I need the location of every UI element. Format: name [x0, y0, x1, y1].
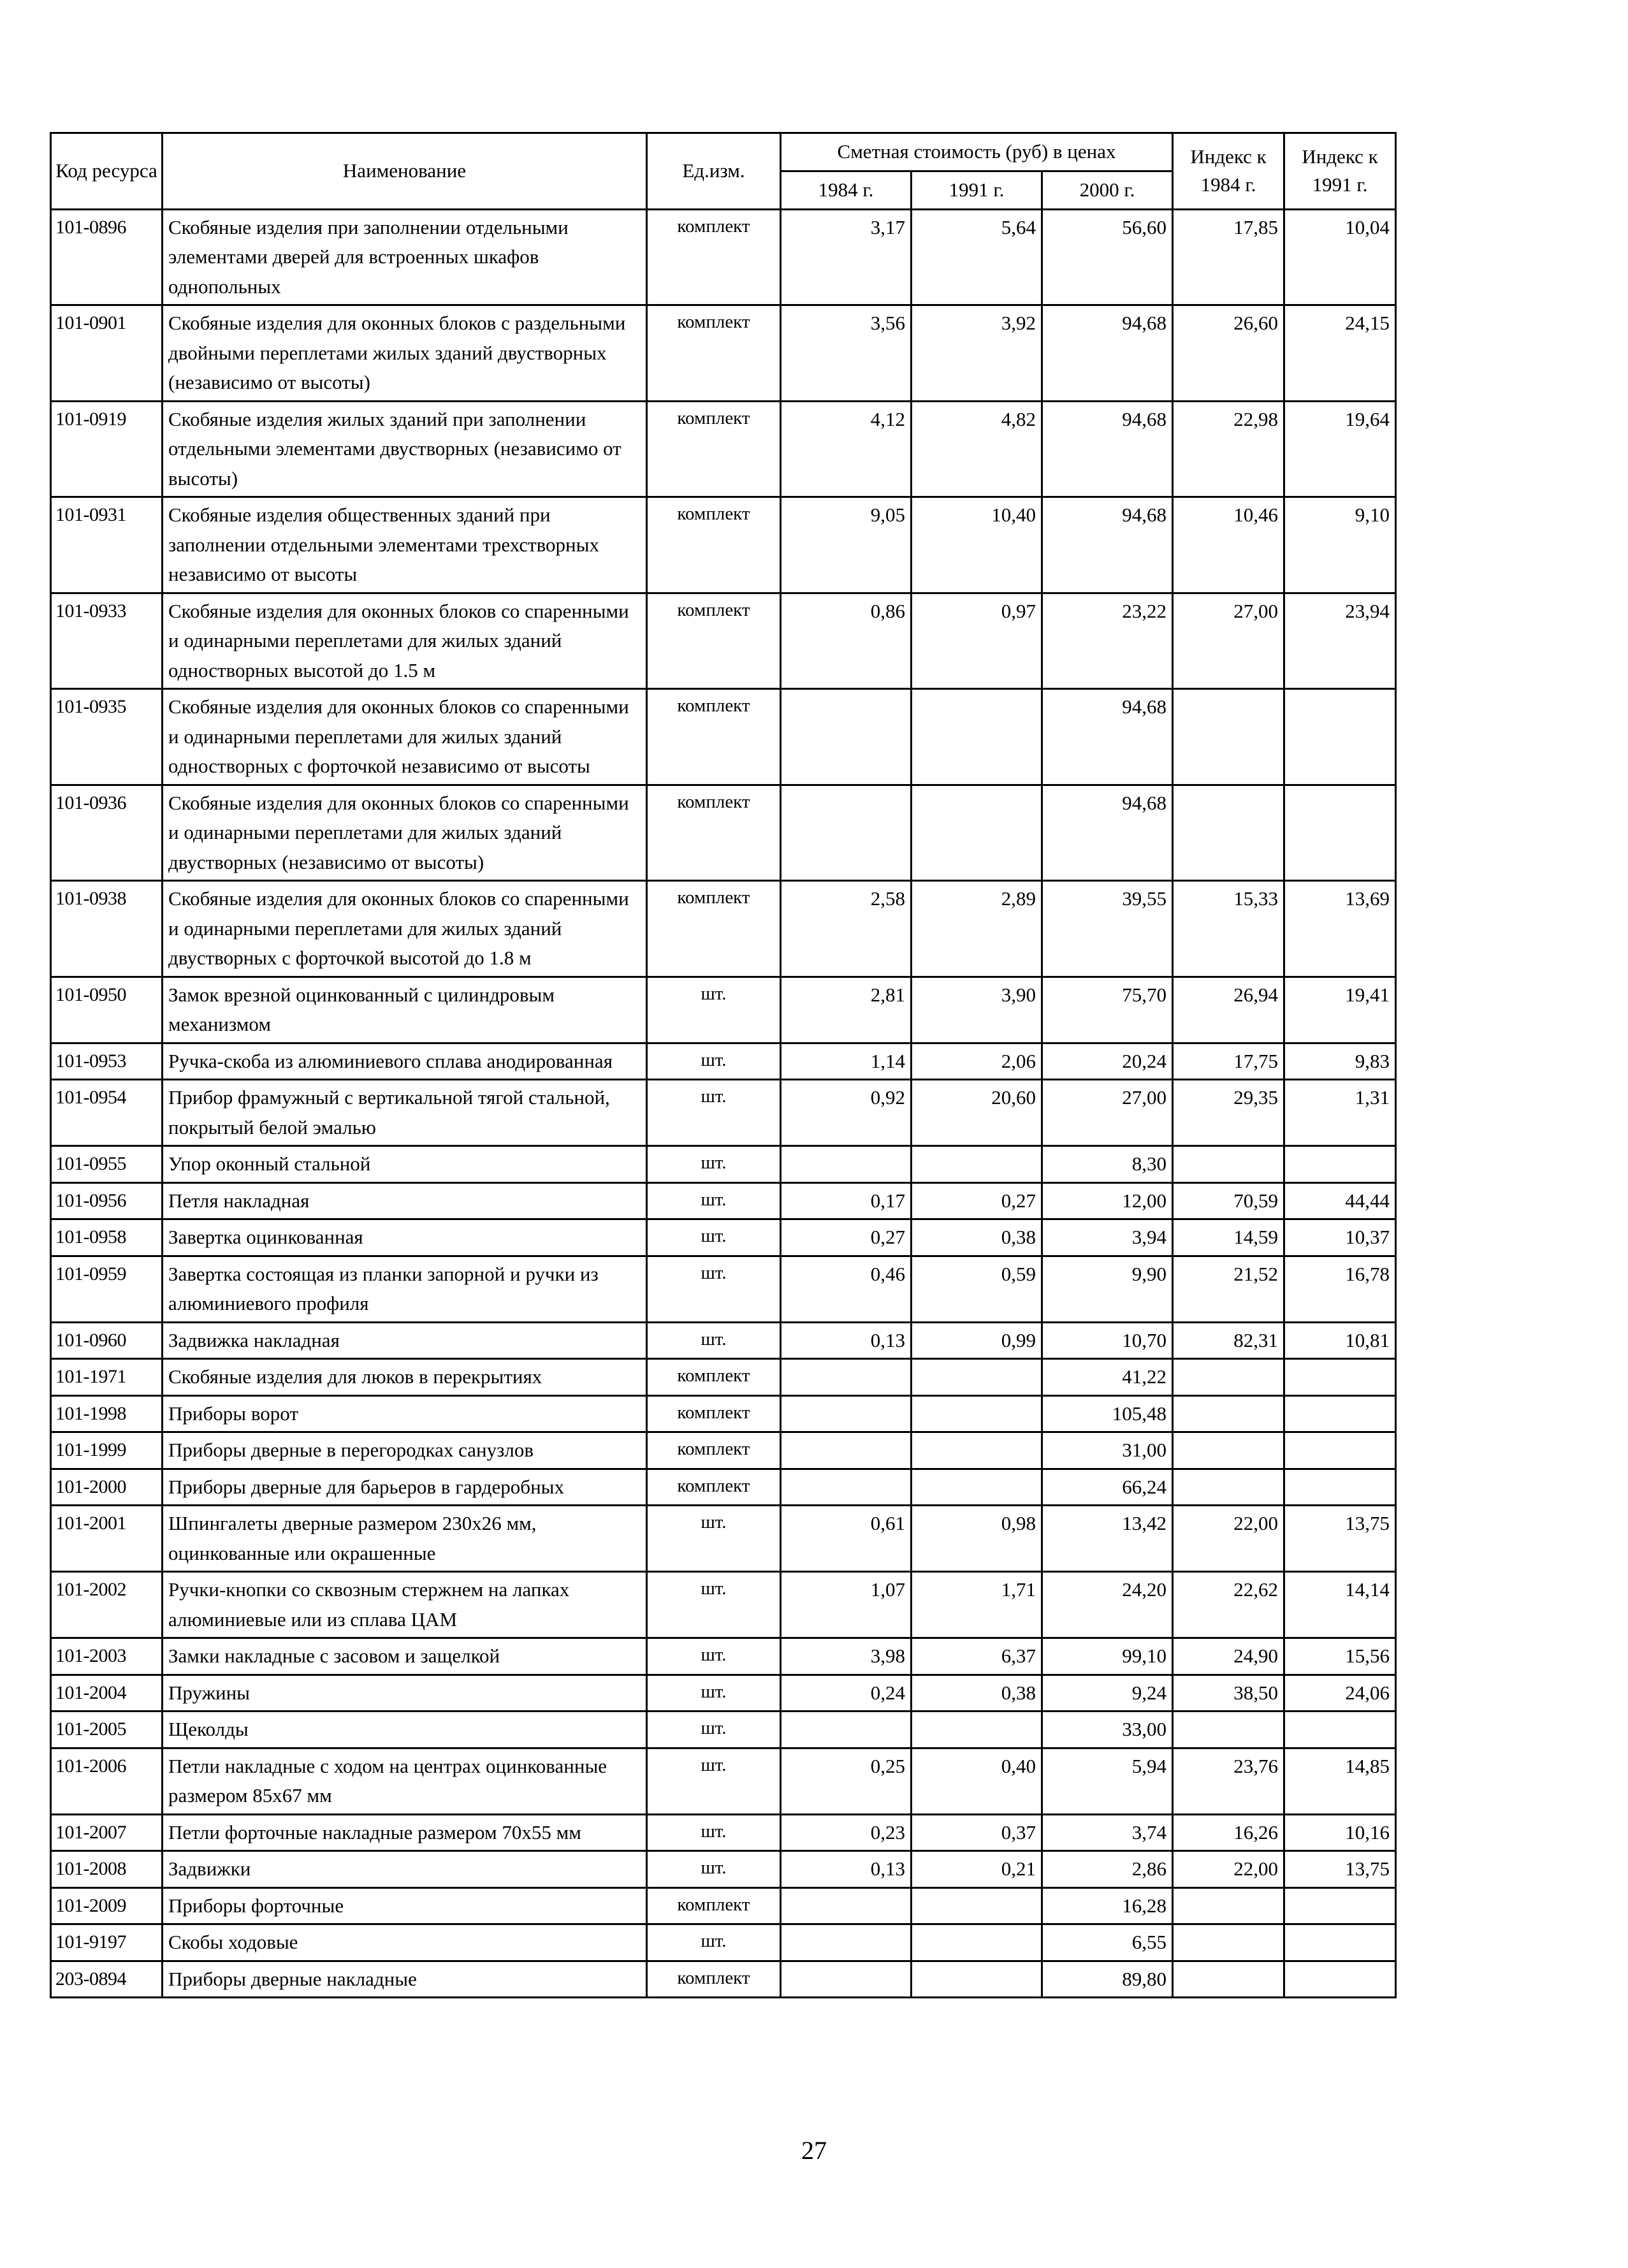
price-2000: 66,24: [1042, 1469, 1173, 1506]
index-1984: [1173, 1395, 1284, 1432]
price-2000: 23,22: [1042, 593, 1173, 689]
table-row: [51, 1219, 1396, 1256]
price-1984: 1,07: [781, 1572, 912, 1638]
price-1984: [781, 1887, 912, 1924]
index-1991: 9,83: [1284, 1043, 1396, 1080]
price-1991: [912, 1924, 1042, 1961]
resource-name: Петли накладные с ходом на центрах оцинкованные размером 85х67 мм: [163, 1748, 647, 1814]
price-1991: 2,06: [912, 1043, 1042, 1080]
table-row: [51, 209, 1396, 305]
resource-code: 101-0955: [51, 1146, 163, 1183]
price-1984: 0,86: [781, 593, 912, 689]
resource-code: 101-2008: [51, 1851, 163, 1888]
price-1991: 0,40: [912, 1748, 1042, 1814]
resource-code: 101-0936: [51, 785, 163, 881]
price-1984: [781, 1432, 912, 1469]
unit-of-measure: шт.: [647, 1924, 781, 1961]
table-row: [51, 785, 1396, 881]
resource-code: 101-2007: [51, 1814, 163, 1851]
resource-code: 101-2009: [51, 1887, 163, 1924]
table-row: [51, 1322, 1396, 1359]
table-row: [51, 1572, 1396, 1638]
table-row: [51, 497, 1396, 593]
resource-name: Скобяные изделия для оконных блоков со спаренными и одинарными переплетами для жилых зданий одностворных с форточкой независимо от высоты: [163, 689, 647, 785]
resource-code: 101-0956: [51, 1182, 163, 1219]
index-1984: 23,76: [1173, 1748, 1284, 1814]
table-row: [51, 1395, 1396, 1432]
header-code: Код ресурса: [51, 133, 163, 210]
price-1984: 0,17: [781, 1182, 912, 1219]
resource-code: 101-1998: [51, 1395, 163, 1432]
resource-name: Скобяные изделия для оконных блоков с раздельными двойными переплетами жилых зданий двустворных (независимо от высоты): [163, 305, 647, 402]
resource-name: Замок врезной оцинкованный с цилиндровым механизмом: [163, 977, 647, 1043]
header-year-1984: 1984 г.: [781, 171, 912, 209]
resource-name: Скобяные изделия для люков в перекрытиях: [163, 1359, 647, 1396]
price-1991: 10,40: [912, 497, 1042, 593]
index-1984: [1173, 689, 1284, 785]
unit-of-measure: комплект: [647, 881, 781, 977]
resource-code: 101-0919: [51, 401, 163, 497]
price-2000: 3,74: [1042, 1814, 1173, 1851]
unit-of-measure: комплект: [647, 1961, 781, 1998]
resource-code: 101-2000: [51, 1469, 163, 1506]
index-1991: 16,78: [1284, 1256, 1396, 1322]
index-1984: [1173, 1359, 1284, 1396]
unit-of-measure: комплект: [647, 497, 781, 593]
resource-code: 101-2002: [51, 1572, 163, 1638]
price-1984: 0,24: [781, 1675, 912, 1712]
index-1991: 19,41: [1284, 977, 1396, 1043]
header-unit: Ед.изм.: [647, 133, 781, 210]
price-1991: 0,59: [912, 1256, 1042, 1322]
price-1984: 0,46: [781, 1256, 912, 1322]
index-1984: 38,50: [1173, 1675, 1284, 1712]
index-1984: [1173, 1469, 1284, 1506]
price-1984: 0,61: [781, 1506, 912, 1572]
resource-name: Скобяные изделия для оконных блоков со спаренными и одинарными переплетами для жилых зданий двустворных с форточкой высотой до 1.8 м: [163, 881, 647, 977]
price-1984: [781, 1712, 912, 1748]
unit-of-measure: шт.: [647, 1712, 781, 1748]
resource-name: Задвижка накладная: [163, 1322, 647, 1359]
resource-name: Ручка-скоба из алюминиевого сплава анодированная: [163, 1043, 647, 1080]
resource-code: 101-0933: [51, 593, 163, 689]
index-1984: [1173, 1961, 1284, 1998]
table-row: [51, 1432, 1396, 1469]
table-row: [51, 1506, 1396, 1572]
resource-name: Приборы форточные: [163, 1887, 647, 1924]
table-row: [51, 1961, 1396, 1998]
price-2000: 89,80: [1042, 1961, 1173, 1998]
price-1984: 0,27: [781, 1219, 912, 1256]
index-1991: 1,31: [1284, 1080, 1396, 1146]
index-1991: 14,85: [1284, 1748, 1396, 1814]
price-1984: 0,13: [781, 1322, 912, 1359]
resource-name: Задвижки: [163, 1851, 647, 1888]
index-1984: 70,59: [1173, 1182, 1284, 1219]
price-1991: 0,27: [912, 1182, 1042, 1219]
resource-name: Щеколды: [163, 1712, 647, 1748]
index-1991: 10,37: [1284, 1219, 1396, 1256]
unit-of-measure: шт.: [647, 1182, 781, 1219]
table-row: [51, 1748, 1396, 1814]
price-2000: 75,70: [1042, 977, 1173, 1043]
unit-of-measure: комплект: [647, 1469, 781, 1506]
price-1991: 3,90: [912, 977, 1042, 1043]
resource-code: 101-0953: [51, 1043, 163, 1080]
index-1991: [1284, 785, 1396, 881]
index-1991: 13,69: [1284, 881, 1396, 977]
price-1984: 0,23: [781, 1814, 912, 1851]
unit-of-measure: шт.: [647, 1814, 781, 1851]
unit-of-measure: комплект: [647, 689, 781, 785]
price-1991: [912, 1395, 1042, 1432]
index-1991: [1284, 1432, 1396, 1469]
index-1984: 22,00: [1173, 1851, 1284, 1888]
price-1991: 6,37: [912, 1638, 1042, 1675]
index-1991: 19,64: [1284, 401, 1396, 497]
index-1984: 22,00: [1173, 1506, 1284, 1572]
price-1991: 0,37: [912, 1814, 1042, 1851]
header-name: Наименование: [163, 133, 647, 210]
resource-name: Скобяные изделия для оконных блоков со спаренными и одинарными переплетами для жилых зданий двустворных (независимо от высоты): [163, 785, 647, 881]
price-1984: [781, 1924, 912, 1961]
resource-code: 101-9197: [51, 1924, 163, 1961]
resource-code: 101-0935: [51, 689, 163, 785]
price-1984: 0,92: [781, 1080, 912, 1146]
unit-of-measure: шт.: [647, 1506, 781, 1572]
table-row: [51, 689, 1396, 785]
price-1991: [912, 1887, 1042, 1924]
price-2000: 27,00: [1042, 1080, 1173, 1146]
resource-name: Приборы ворот: [163, 1395, 647, 1432]
index-1991: 9,10: [1284, 497, 1396, 593]
resource-name: Упор оконный стальной: [163, 1146, 647, 1183]
price-1991: 0,99: [912, 1322, 1042, 1359]
price-2000: 2,86: [1042, 1851, 1173, 1888]
price-1984: [781, 1395, 912, 1432]
index-1984: 14,59: [1173, 1219, 1284, 1256]
price-1991: 1,71: [912, 1572, 1042, 1638]
table-row: [51, 1146, 1396, 1183]
index-1991: [1284, 1961, 1396, 1998]
price-2000: 41,22: [1042, 1359, 1173, 1396]
price-1984: [781, 1961, 912, 1998]
price-1991: 0,38: [912, 1219, 1042, 1256]
resource-code: 101-2004: [51, 1675, 163, 1712]
index-1984: 29,35: [1173, 1080, 1284, 1146]
resource-name: Скобяные изделия при заполнении отдельными элементами дверей для встроенных шкафов однопольных: [163, 209, 647, 305]
price-1984: [781, 785, 912, 881]
index-1991: 14,14: [1284, 1572, 1396, 1638]
price-2000: 20,24: [1042, 1043, 1173, 1080]
unit-of-measure: шт.: [647, 1322, 781, 1359]
unit-of-measure: шт.: [647, 1851, 781, 1888]
price-1984: 0,13: [781, 1851, 912, 1888]
price-2000: 94,68: [1042, 305, 1173, 402]
index-1991: [1284, 689, 1396, 785]
resource-name: Прибор фрамужный с вертикальной тягой стальной, покрытый белой эмалью: [163, 1080, 647, 1146]
price-2000: 5,94: [1042, 1748, 1173, 1814]
table-row: [51, 401, 1396, 497]
header-cost-group: Сметная стоимость (руб) в ценах: [781, 133, 1173, 171]
price-2000: 6,55: [1042, 1924, 1173, 1961]
header-year-2000: 2000 г.: [1042, 171, 1173, 209]
price-1984: [781, 1359, 912, 1396]
unit-of-measure: шт.: [647, 1219, 781, 1256]
index-1991: 44,44: [1284, 1182, 1396, 1219]
price-1984: 1,14: [781, 1043, 912, 1080]
index-1984: [1173, 1432, 1284, 1469]
price-2000: 39,55: [1042, 881, 1173, 977]
table-body: [51, 209, 1396, 1998]
header-index-1984: Индекс к 1984 г.: [1173, 133, 1284, 210]
resource-name: Петля накладная: [163, 1182, 647, 1219]
price-1991: [912, 1432, 1042, 1469]
unit-of-measure: шт.: [647, 1080, 781, 1146]
price-1984: 2,81: [781, 977, 912, 1043]
unit-of-measure: комплект: [647, 209, 781, 305]
index-1984: [1173, 1146, 1284, 1183]
resource-code: 101-1971: [51, 1359, 163, 1396]
index-1984: 26,94: [1173, 977, 1284, 1043]
index-1991: 24,15: [1284, 305, 1396, 402]
resource-code: 101-1999: [51, 1432, 163, 1469]
table-row: [51, 1043, 1396, 1080]
price-1984: 4,12: [781, 401, 912, 497]
index-1991: [1284, 1469, 1396, 1506]
resource-name: Скобы ходовые: [163, 1924, 647, 1961]
price-1984: [781, 1146, 912, 1183]
price-2000: 16,28: [1042, 1887, 1173, 1924]
resource-code: 101-0931: [51, 497, 163, 593]
resource-name: Завертка оцинкованная: [163, 1219, 647, 1256]
table-row: [51, 1080, 1396, 1146]
unit-of-measure: комплект: [647, 1359, 781, 1396]
resource-name: Скобяные изделия общественных зданий при заполнении отдельными элементами трехстворных независимо от высоты: [163, 497, 647, 593]
price-1991: 0,21: [912, 1851, 1042, 1888]
index-1984: 26,60: [1173, 305, 1284, 402]
index-1984: [1173, 1887, 1284, 1924]
price-2000: 31,00: [1042, 1432, 1173, 1469]
unit-of-measure: шт.: [647, 1675, 781, 1712]
table-row: [51, 881, 1396, 977]
price-2000: 10,70: [1042, 1322, 1173, 1359]
price-1991: 3,92: [912, 305, 1042, 402]
index-1991: [1284, 1395, 1396, 1432]
index-1984: 24,90: [1173, 1638, 1284, 1675]
price-1991: [912, 1712, 1042, 1748]
price-2000: 24,20: [1042, 1572, 1173, 1638]
index-1984: 17,85: [1173, 209, 1284, 305]
table-row: [51, 1851, 1396, 1888]
unit-of-measure: шт.: [647, 977, 781, 1043]
index-1984: [1173, 785, 1284, 881]
table-row: [51, 1814, 1396, 1851]
resource-name: Завертка состоящая из планки запорной и ручки из алюминиевого профиля: [163, 1256, 647, 1322]
resource-name: Пружины: [163, 1675, 647, 1712]
price-2000: 33,00: [1042, 1712, 1173, 1748]
unit-of-measure: шт.: [647, 1638, 781, 1675]
resource-code: 101-0896: [51, 209, 163, 305]
price-2000: 13,42: [1042, 1506, 1173, 1572]
index-1991: [1284, 1924, 1396, 1961]
price-1991: 2,89: [912, 881, 1042, 977]
table-row: [51, 1256, 1396, 1322]
price-1991: 20,60: [912, 1080, 1042, 1146]
header-index-1991: Индекс к 1991 г.: [1284, 133, 1396, 210]
price-2000: 8,30: [1042, 1146, 1173, 1183]
price-2000: 3,94: [1042, 1219, 1173, 1256]
table-header: [51, 133, 1396, 210]
price-1984: 9,05: [781, 497, 912, 593]
index-1991: 24,06: [1284, 1675, 1396, 1712]
unit-of-measure: комплект: [647, 1887, 781, 1924]
price-2000: 9,90: [1042, 1256, 1173, 1322]
table-row: [51, 1924, 1396, 1961]
unit-of-measure: комплект: [647, 1395, 781, 1432]
resource-name: Приборы дверные для барьеров в гардеробных: [163, 1469, 647, 1506]
table-row: [51, 1887, 1396, 1924]
table-row: [51, 593, 1396, 689]
price-2000: 94,68: [1042, 401, 1173, 497]
resource-code: 101-0958: [51, 1219, 163, 1256]
index-1984: 15,33: [1173, 881, 1284, 977]
price-2000: 105,48: [1042, 1395, 1173, 1432]
price-1991: 0,97: [912, 593, 1042, 689]
resource-name: Петли форточные накладные размером 70х55 мм: [163, 1814, 647, 1851]
price-2000: 9,24: [1042, 1675, 1173, 1712]
index-1991: [1284, 1712, 1396, 1748]
index-1991: 15,56: [1284, 1638, 1396, 1675]
index-1984: 82,31: [1173, 1322, 1284, 1359]
resource-code: 101-0938: [51, 881, 163, 977]
resource-price-table: [50, 132, 1397, 1998]
price-2000: 94,68: [1042, 785, 1173, 881]
index-1991: 23,94: [1284, 593, 1396, 689]
price-1991: [912, 1146, 1042, 1183]
header-year-1991: 1991 г.: [912, 171, 1042, 209]
price-1984: 0,25: [781, 1748, 912, 1814]
index-1984: 17,75: [1173, 1043, 1284, 1080]
price-1984: [781, 689, 912, 785]
table-row: [51, 1712, 1396, 1748]
table-row: [51, 977, 1396, 1043]
index-1991: 10,81: [1284, 1322, 1396, 1359]
index-1991: 13,75: [1284, 1851, 1396, 1888]
index-1984: 22,98: [1173, 401, 1284, 497]
table-row: [51, 1638, 1396, 1675]
table-row: [51, 305, 1396, 402]
resource-name: Приборы дверные накладные: [163, 1961, 647, 1998]
resource-name: Приборы дверные в перегородках санузлов: [163, 1432, 647, 1469]
price-2000: 94,68: [1042, 689, 1173, 785]
price-2000: 94,68: [1042, 497, 1173, 593]
resource-code: 101-2003: [51, 1638, 163, 1675]
unit-of-measure: комплект: [647, 593, 781, 689]
price-2000: 99,10: [1042, 1638, 1173, 1675]
index-1984: 10,46: [1173, 497, 1284, 593]
price-1984: 3,98: [781, 1638, 912, 1675]
price-1991: [912, 1961, 1042, 1998]
unit-of-measure: шт.: [647, 1146, 781, 1183]
page-number: 27: [801, 2136, 827, 2165]
resource-name: Ручки-кнопки со сквозным стержнем на лапках алюминиевые или из сплава ЦАМ: [163, 1572, 647, 1638]
price-1984: 3,56: [781, 305, 912, 402]
resource-code: 101-0901: [51, 305, 163, 402]
price-1991: 4,82: [912, 401, 1042, 497]
index-1984: 21,52: [1173, 1256, 1284, 1322]
resource-name: Шпингалеты дверные размером 230х26 мм, оцинкованные или окрашенные: [163, 1506, 647, 1572]
price-1991: 5,64: [912, 209, 1042, 305]
resource-name: Скобяные изделия жилых зданий при заполнении отдельными элементами двустворных (независимо от высоты): [163, 401, 647, 497]
table-row: [51, 1182, 1396, 1219]
unit-of-measure: шт.: [647, 1748, 781, 1814]
index-1991: [1284, 1146, 1396, 1183]
resource-code: 101-2001: [51, 1506, 163, 1572]
price-2000: 12,00: [1042, 1182, 1173, 1219]
resource-code: 101-2006: [51, 1748, 163, 1814]
index-1991: 10,04: [1284, 209, 1396, 305]
table-row: [51, 1359, 1396, 1396]
index-1984: 22,62: [1173, 1572, 1284, 1638]
table-row: [51, 1469, 1396, 1506]
price-1984: 2,58: [781, 881, 912, 977]
index-1991: 10,16: [1284, 1814, 1396, 1851]
price-1984: [781, 1469, 912, 1506]
unit-of-measure: шт.: [647, 1256, 781, 1322]
resource-code: 101-0960: [51, 1322, 163, 1359]
price-1991: [912, 1469, 1042, 1506]
index-1984: [1173, 1712, 1284, 1748]
resource-code: 101-0954: [51, 1080, 163, 1146]
unit-of-measure: комплект: [647, 785, 781, 881]
price-2000: 56,60: [1042, 209, 1173, 305]
table-row: [51, 1675, 1396, 1712]
unit-of-measure: комплект: [647, 401, 781, 497]
price-1984: 3,17: [781, 209, 912, 305]
unit-of-measure: комплект: [647, 305, 781, 402]
unit-of-measure: комплект: [647, 1432, 781, 1469]
resource-code: 101-0959: [51, 1256, 163, 1322]
price-1991: 0,38: [912, 1675, 1042, 1712]
price-1991: [912, 1359, 1042, 1396]
resource-code: 101-0950: [51, 977, 163, 1043]
index-1984: 16,26: [1173, 1814, 1284, 1851]
index-1991: [1284, 1359, 1396, 1396]
resource-code: 203-0894: [51, 1961, 163, 1998]
resource-code: 101-2005: [51, 1712, 163, 1748]
index-1991: [1284, 1887, 1396, 1924]
resource-name: Скобяные изделия для оконных блоков со спаренными и одинарными переплетами для жилых зданий одностворных высотой до 1.5 м: [163, 593, 647, 689]
index-1991: 13,75: [1284, 1506, 1396, 1572]
unit-of-measure: шт.: [647, 1572, 781, 1638]
index-1984: 27,00: [1173, 593, 1284, 689]
resource-name: Замки накладные с засовом и защелкой: [163, 1638, 647, 1675]
price-1991: [912, 785, 1042, 881]
unit-of-measure: шт.: [647, 1043, 781, 1080]
index-1984: [1173, 1924, 1284, 1961]
price-1991: [912, 689, 1042, 785]
price-1991: 0,98: [912, 1506, 1042, 1572]
